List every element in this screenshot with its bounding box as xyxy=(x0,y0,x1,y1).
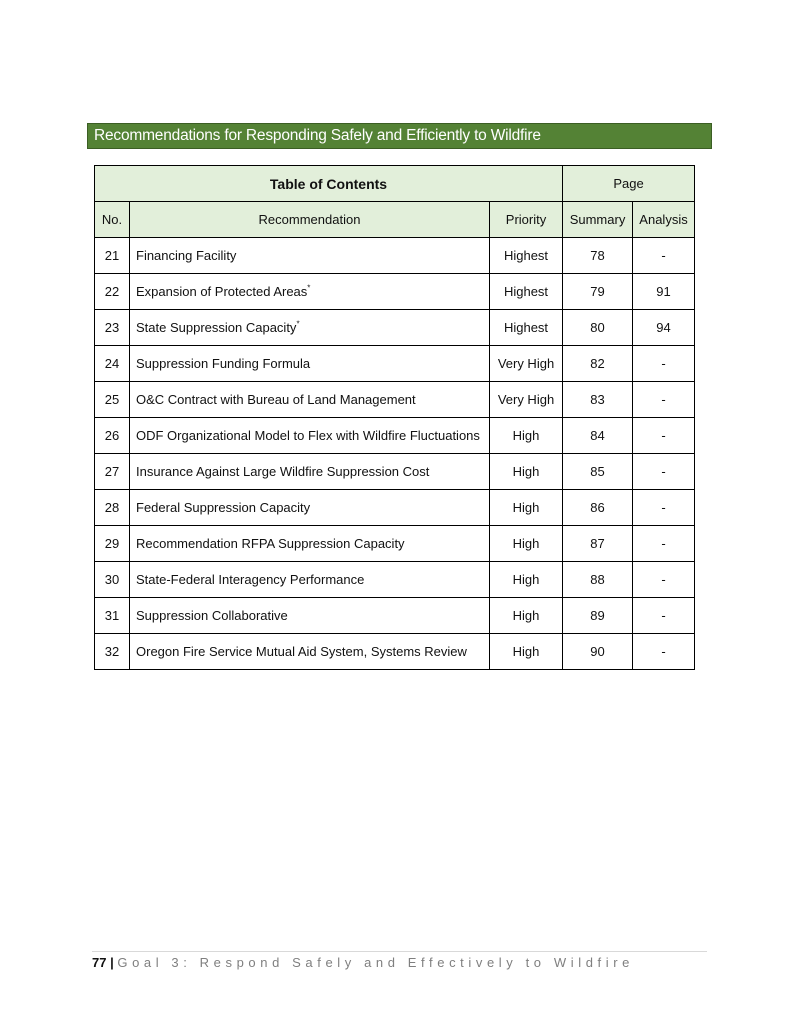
priority-cell: Very High xyxy=(490,346,563,382)
row-number: 31 xyxy=(95,598,130,634)
row-number: 21 xyxy=(95,238,130,274)
summary-page-cell: 85 xyxy=(563,454,633,490)
summary-page-cell: 79 xyxy=(563,274,633,310)
recommendation-name: Recommendation RFPA Suppression Capacity xyxy=(136,536,405,551)
summary-page-cell: 86 xyxy=(563,490,633,526)
row-number: 25 xyxy=(95,382,130,418)
column-header-analysis: Analysis xyxy=(633,202,695,238)
page-header: Page xyxy=(563,166,695,202)
priority-cell: Highest xyxy=(490,310,563,346)
row-number: 22 xyxy=(95,274,130,310)
priority-cell: High xyxy=(490,562,563,598)
analysis-page-cell: - xyxy=(633,562,695,598)
summary-page-cell: 87 xyxy=(563,526,633,562)
priority-cell: High xyxy=(490,598,563,634)
priority-cell: Very High xyxy=(490,382,563,418)
recommendation-cell xyxy=(130,454,490,490)
table-row xyxy=(95,526,695,562)
table-row xyxy=(95,310,695,346)
summary-page-cell: 78 xyxy=(563,238,633,274)
column-header-summary: Summary xyxy=(563,202,633,238)
priority-cell: Highest xyxy=(490,238,563,274)
table-row xyxy=(95,418,695,454)
priority-cell: High xyxy=(490,526,563,562)
summary-page-cell: 90 xyxy=(563,634,633,670)
recommendation-name: O&C Contract with Bureau of Land Management xyxy=(136,392,416,407)
priority-cell: High xyxy=(490,454,563,490)
analysis-page-cell: - xyxy=(633,346,695,382)
analysis-page-cell: - xyxy=(633,418,695,454)
table-row xyxy=(95,490,695,526)
footnote-asterisk: * xyxy=(296,319,300,329)
analysis-page-cell: - xyxy=(633,526,695,562)
table-row xyxy=(95,634,695,670)
row-number: 27 xyxy=(95,454,130,490)
table-row xyxy=(95,562,695,598)
section-banner xyxy=(87,123,712,149)
recommendation-cell xyxy=(130,346,490,382)
recommendation-cell xyxy=(130,598,490,634)
table-row xyxy=(95,382,695,418)
footer-goal-text: Goal 3: Respond Safely and Effectively to Wildfire xyxy=(117,955,634,970)
priority-cell: High xyxy=(490,490,563,526)
analysis-page-cell: 94 xyxy=(633,310,695,346)
recommendation-name: Federal Suppression Capacity xyxy=(136,500,311,515)
analysis-page-cell: - xyxy=(633,382,695,418)
priority-cell: High xyxy=(490,418,563,454)
recommendation-name: Financing Facility xyxy=(136,248,237,263)
column-header-no: No. xyxy=(95,202,130,238)
recommendation-cell xyxy=(130,382,490,418)
recommendation-name: State Suppression Capacity xyxy=(136,320,297,335)
recommendation-cell xyxy=(130,490,490,526)
page-footer xyxy=(92,951,707,972)
recommendation-name: Expansion of Protected Areas xyxy=(136,284,308,299)
recommendation-cell xyxy=(130,274,490,310)
row-number: 32 xyxy=(95,634,130,670)
recommendation-cell xyxy=(130,238,490,274)
recommendation-cell xyxy=(130,634,490,670)
analysis-page-cell: - xyxy=(633,598,695,634)
summary-page-cell: 83 xyxy=(563,382,633,418)
recommendation-name: Suppression Funding Formula xyxy=(136,356,311,371)
analysis-page-cell: 91 xyxy=(633,274,695,310)
row-number: 29 xyxy=(95,526,130,562)
footer-separator: | xyxy=(110,955,114,970)
recommendation-cell xyxy=(130,418,490,454)
table-row xyxy=(95,238,695,274)
recommendation-name: State-Federal Interagency Performance xyxy=(136,572,365,587)
recommendation-cell xyxy=(130,310,490,346)
analysis-page-cell: - xyxy=(633,454,695,490)
row-number: 23 xyxy=(95,310,130,346)
recommendation-name: Suppression Collaborative xyxy=(136,608,288,623)
analysis-page-cell: - xyxy=(633,490,695,526)
row-number: 26 xyxy=(95,418,130,454)
recommendation-cell xyxy=(130,526,490,562)
footnote-asterisk: * xyxy=(307,283,311,293)
column-header-recommendation: Recommendation xyxy=(130,202,490,238)
table-row xyxy=(95,598,695,634)
row-number: 24 xyxy=(95,346,130,382)
table-row xyxy=(95,454,695,490)
toc-title: Table of Contents xyxy=(95,166,563,202)
banner-title: Recommendations for Responding Safely and Efficiently to Wildfire xyxy=(94,127,541,144)
toc-table xyxy=(94,165,695,670)
summary-page-cell: 88 xyxy=(563,562,633,598)
summary-page-cell: 80 xyxy=(563,310,633,346)
recommendation-name: ODF Organizational Model to Flex with Wildfire Fluctuations xyxy=(136,428,480,443)
priority-cell: Highest xyxy=(490,274,563,310)
table-row xyxy=(95,274,695,310)
row-number: 28 xyxy=(95,490,130,526)
column-header-priority: Priority xyxy=(490,202,563,238)
recommendation-name: Oregon Fire Service Mutual Aid System, Systems Review xyxy=(136,644,467,659)
row-number: 30 xyxy=(95,562,130,598)
analysis-page-cell: - xyxy=(633,634,695,670)
summary-page-cell: 82 xyxy=(563,346,633,382)
summary-page-cell: 84 xyxy=(563,418,633,454)
page-number: 77 xyxy=(92,955,107,970)
priority-cell: High xyxy=(490,634,563,670)
recommendation-name: Insurance Against Large Wildfire Suppression Cost xyxy=(136,464,430,479)
analysis-page-cell: - xyxy=(633,238,695,274)
table-row xyxy=(95,346,695,382)
recommendation-cell xyxy=(130,562,490,598)
summary-page-cell: 89 xyxy=(563,598,633,634)
